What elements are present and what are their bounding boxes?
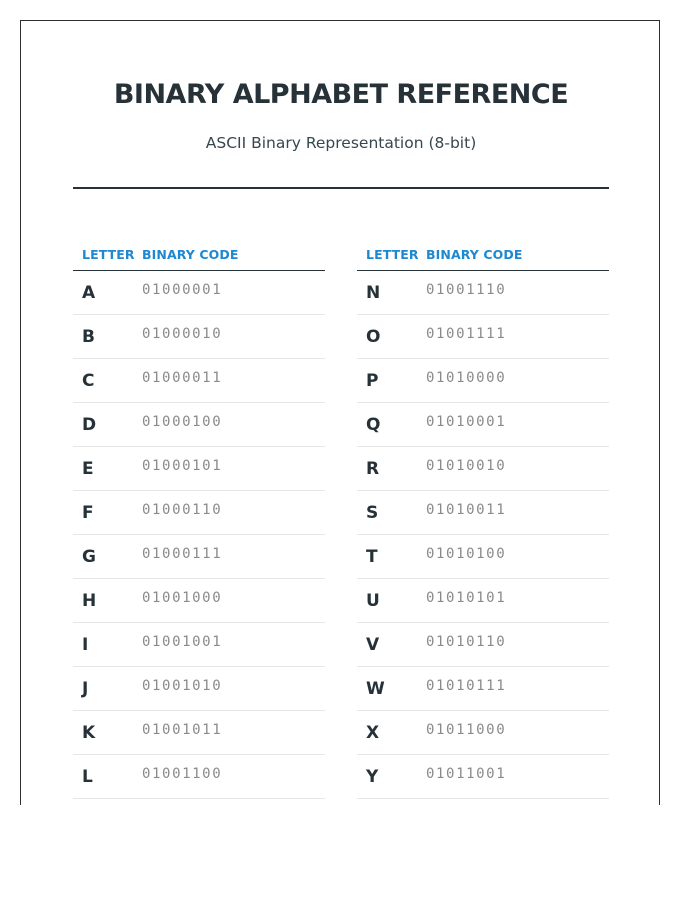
letter-cell: D — [82, 415, 97, 435]
binary-code-cell: 01000001 — [142, 282, 223, 298]
letter-cell: O — [366, 327, 381, 347]
letter-cell: A — [82, 283, 96, 303]
table-row — [73, 447, 325, 491]
letter-cell: W — [366, 679, 385, 699]
binary-code-cell: 01001110 — [426, 282, 507, 298]
binary-code-cell: 01010011 — [426, 502, 507, 518]
binary-code-cell: 01010001 — [426, 414, 507, 430]
letter-cell: L — [82, 767, 93, 787]
letter-cell: H — [82, 591, 97, 611]
table-row — [357, 711, 609, 755]
letter-cell: V — [366, 635, 380, 655]
binary-code-cell: 01000110 — [142, 502, 223, 518]
binary-code-cell: 01001001 — [142, 634, 223, 650]
binary-code-cell: 01010010 — [426, 458, 507, 474]
binary-table-left — [73, 243, 325, 799]
binary-code-cell: 01000011 — [142, 370, 223, 386]
table-row — [73, 403, 325, 447]
binary-code-cell: 01001010 — [142, 678, 223, 694]
binary-code-cell: 01011001 — [426, 766, 507, 782]
binary-code-cell: 01010101 — [426, 590, 507, 606]
binary-code-column-header: BINARY CODE — [142, 247, 239, 262]
table-row — [73, 711, 325, 755]
letter-cell: N — [366, 283, 381, 303]
binary-code-cell: 01001011 — [142, 722, 223, 738]
table-row — [73, 535, 325, 579]
binary-code-cell: 01010100 — [426, 546, 507, 562]
table-row — [357, 623, 609, 667]
letter-column-header: LETTER — [366, 247, 419, 262]
letter-cell: J — [82, 679, 89, 699]
letter-cell: C — [82, 371, 95, 391]
table-row — [73, 315, 325, 359]
table-row — [357, 667, 609, 711]
page-title: BINARY ALPHABET REFERENCE — [113, 79, 569, 110]
table-row — [357, 755, 609, 799]
letter-cell: E — [82, 459, 94, 479]
binary-code-cell: 01010000 — [426, 370, 507, 386]
table-row — [357, 271, 609, 315]
binary-code-cell: 01000010 — [142, 326, 223, 342]
letter-cell: P — [366, 371, 379, 391]
table-row — [73, 667, 325, 711]
table-row — [357, 535, 609, 579]
table-row — [357, 447, 609, 491]
binary-code-column-header: BINARY CODE — [426, 247, 523, 262]
binary-code-cell: 01010110 — [426, 634, 507, 650]
binary-code-cell: 01010111 — [426, 678, 507, 694]
binary-code-cell: 01001111 — [426, 326, 507, 342]
binary-table-right — [357, 243, 609, 799]
letter-cell: X — [366, 723, 380, 743]
table-row — [73, 491, 325, 535]
letter-cell: G — [82, 547, 96, 567]
page-subtitle: ASCII Binary Representation (8-bit) — [205, 134, 477, 152]
table-row — [357, 579, 609, 623]
table-header — [73, 243, 325, 271]
letter-cell: B — [82, 327, 95, 347]
table-row — [357, 315, 609, 359]
letter-cell: K — [82, 723, 96, 743]
table-row — [73, 271, 325, 315]
table-row — [73, 755, 325, 799]
letter-cell: S — [366, 503, 379, 523]
table-row — [357, 359, 609, 403]
binary-code-cell: 01001100 — [142, 766, 223, 782]
table-row — [73, 579, 325, 623]
binary-code-cell: 01000100 — [142, 414, 223, 430]
letter-cell: F — [82, 503, 94, 523]
table-header — [357, 243, 609, 271]
letter-cell: U — [366, 591, 380, 611]
binary-code-cell: 01001000 — [142, 590, 223, 606]
table-row — [73, 359, 325, 403]
letter-cell: Y — [366, 767, 379, 787]
binary-code-cell: 01000111 — [142, 546, 223, 562]
letter-cell: R — [366, 459, 380, 479]
binary-code-cell: 01011000 — [426, 722, 507, 738]
table-row — [357, 491, 609, 535]
letter-cell: Q — [366, 415, 381, 435]
title-divider — [73, 187, 609, 189]
letter-cell: T — [366, 547, 378, 567]
letter-column-header: LETTER — [82, 247, 135, 262]
table-row — [357, 403, 609, 447]
reference-sheet — [20, 20, 660, 805]
binary-code-cell: 01000101 — [142, 458, 223, 474]
table-row — [73, 623, 325, 667]
letter-cell: I — [82, 635, 89, 655]
